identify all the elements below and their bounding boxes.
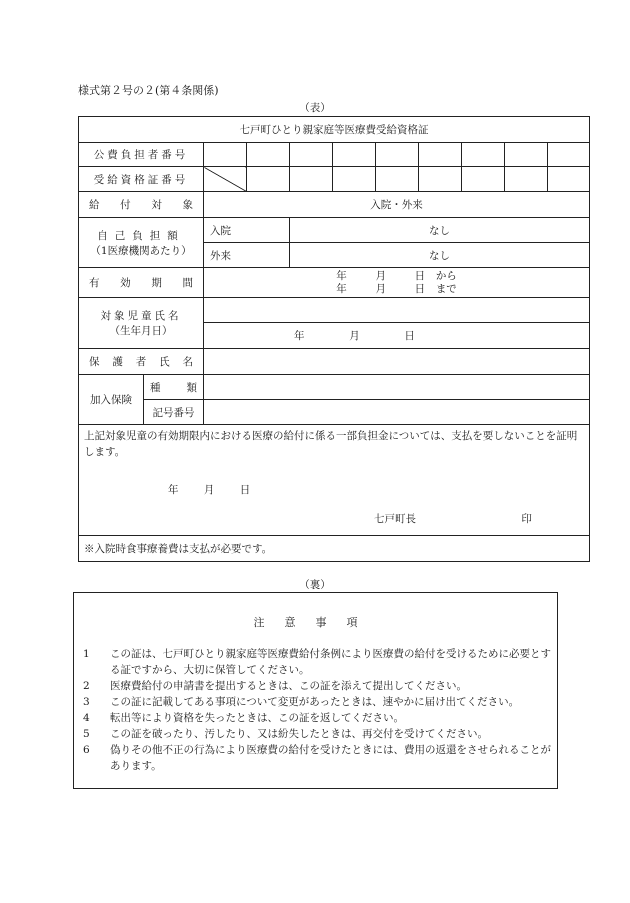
guardian-name-label: 保護者氏名 [79, 349, 204, 375]
notice-text: この証に記載してある事項について変更があったときは、速やかに届け出てください。 [110, 696, 520, 708]
mayor-signature [374, 511, 584, 526]
birth-date-field[interactable] [204, 323, 590, 349]
child-birth-label: （生年月日） [109, 325, 173, 337]
notice-number: 6 [83, 744, 90, 756]
self-pay-label-line2: （1医療機関あたり） [90, 244, 192, 257]
notice-text: 転出等により資格を失ったときは、この証を返してください。 [110, 712, 404, 724]
number-cell[interactable] [462, 143, 505, 167]
number-cell[interactable] [333, 167, 376, 192]
cert-month: 月 [203, 484, 215, 496]
self-pay-label-line1: 自己負担額 [97, 229, 185, 242]
notice-item [83, 726, 553, 742]
certificate-number-label: 受給資格証番号 [79, 167, 204, 192]
certificate-front-table [78, 116, 590, 562]
guardian-name-field[interactable] [204, 349, 590, 375]
period-from-year: 年 [336, 269, 347, 282]
period-from-month: 月 [375, 269, 386, 282]
certification-section [79, 425, 590, 536]
number-cell[interactable] [247, 167, 290, 192]
insurance-number-label: 記号番号 [144, 400, 204, 425]
diagonal-slash-cell [204, 167, 247, 192]
birth-month: 月 [349, 330, 360, 342]
cert-year: 年 [168, 484, 179, 496]
birth-year: 年 [294, 330, 305, 342]
notice-number: 5 [83, 728, 90, 740]
number-cell[interactable] [376, 143, 419, 167]
period-to-suffix: まで [435, 282, 457, 295]
number-cell[interactable] [376, 167, 419, 192]
number-cell[interactable] [290, 167, 333, 192]
front-side-label: （表） [299, 102, 331, 114]
inpatient-value: なし [290, 218, 590, 243]
period-from-day: 日 [414, 269, 426, 282]
certificate-title: 七戸町ひとり親家庭等医療費受給資格証 [79, 117, 590, 143]
notice-text: この証は、七戸町ひとり親家庭等医療費給付条例により医療費の給付を受けるために必要とする証ですから、大切に保管してください。 [110, 648, 551, 676]
number-cell[interactable] [462, 167, 505, 192]
self-pay-label [79, 218, 204, 268]
inpatient-label: 入院 [204, 218, 290, 243]
notice-number: 3 [83, 696, 90, 708]
certification-text: 上記対象児童の有効期限内における医療の給付に係る一部負担金については、支払を要しないことを証明します。 [84, 430, 578, 458]
child-name-label-line1: 対象児童氏名 [100, 310, 182, 322]
notice-item [83, 710, 553, 726]
notice-item [83, 694, 553, 710]
public-burden-number-row [79, 143, 590, 167]
insurance-label: 加入保険 [79, 375, 144, 425]
insurance-number-field[interactable] [204, 400, 590, 425]
benefit-target-label: 給付対象 [79, 192, 204, 218]
mayor-title: 七戸町長 [374, 513, 416, 525]
certificate-back-box [73, 592, 558, 789]
outpatient-value: なし [290, 243, 590, 268]
period-from-suffix: から [435, 269, 457, 282]
notice-text: 医療費給付の申請書を提出するときは、この証を添えて提出してください。 [110, 680, 467, 692]
notice-item [83, 678, 553, 694]
period-to-day: 日 [414, 282, 426, 295]
notice-text: 偽りその他不正の行為により医療費の給付を受けたときには、費用の返還をさせられることがあります。 [110, 744, 551, 772]
number-cell[interactable] [505, 143, 548, 167]
benefit-target-value: 入院・外来 [204, 192, 590, 218]
cert-day: 日 [239, 484, 251, 496]
period-from [204, 270, 589, 283]
valid-period-label: 有効期間 [79, 268, 204, 298]
number-cell[interactable] [505, 167, 548, 192]
number-cell[interactable] [333, 143, 376, 167]
seal-mark: 印 [521, 513, 532, 525]
certification-date [168, 482, 584, 497]
number-cell[interactable] [247, 143, 290, 167]
insurance-type-label: 種類 [144, 375, 204, 400]
insurance-type-field[interactable] [204, 375, 590, 400]
number-cell[interactable] [204, 143, 247, 167]
valid-period-value [204, 268, 590, 298]
back-side-label: （裏） [299, 579, 331, 591]
form-number-label: 様式第２号の２(第４条関係) [78, 84, 219, 97]
number-cell[interactable] [548, 167, 590, 192]
notice-number: 4 [83, 712, 90, 724]
child-name-label [79, 298, 204, 349]
period-to-year: 年 [336, 282, 347, 295]
period-to [204, 283, 589, 296]
number-cell[interactable] [290, 143, 333, 167]
notice-text: この証を破ったり、汚したり、又は紛失したときは、再交付を受けてください。 [110, 728, 488, 740]
child-name-field[interactable] [204, 298, 590, 323]
number-cell[interactable] [548, 143, 590, 167]
certificate-number-row [79, 167, 590, 192]
number-cell[interactable] [419, 167, 462, 192]
birth-day: 日 [404, 330, 415, 342]
notice-item [83, 742, 553, 774]
meal-cost-note: ※入院時食事療養費は支払が必要です。 [79, 536, 590, 562]
number-cell[interactable] [419, 143, 462, 167]
notice-item [83, 646, 553, 678]
notice-title: 注意事項 [253, 616, 378, 629]
notice-list [83, 646, 553, 774]
notice-number: 2 [83, 680, 90, 692]
outpatient-label: 外来 [204, 243, 290, 268]
public-burden-number-label: 公費負担者番号 [79, 143, 204, 167]
notice-number: 1 [83, 648, 90, 660]
period-to-month: 月 [375, 282, 386, 295]
